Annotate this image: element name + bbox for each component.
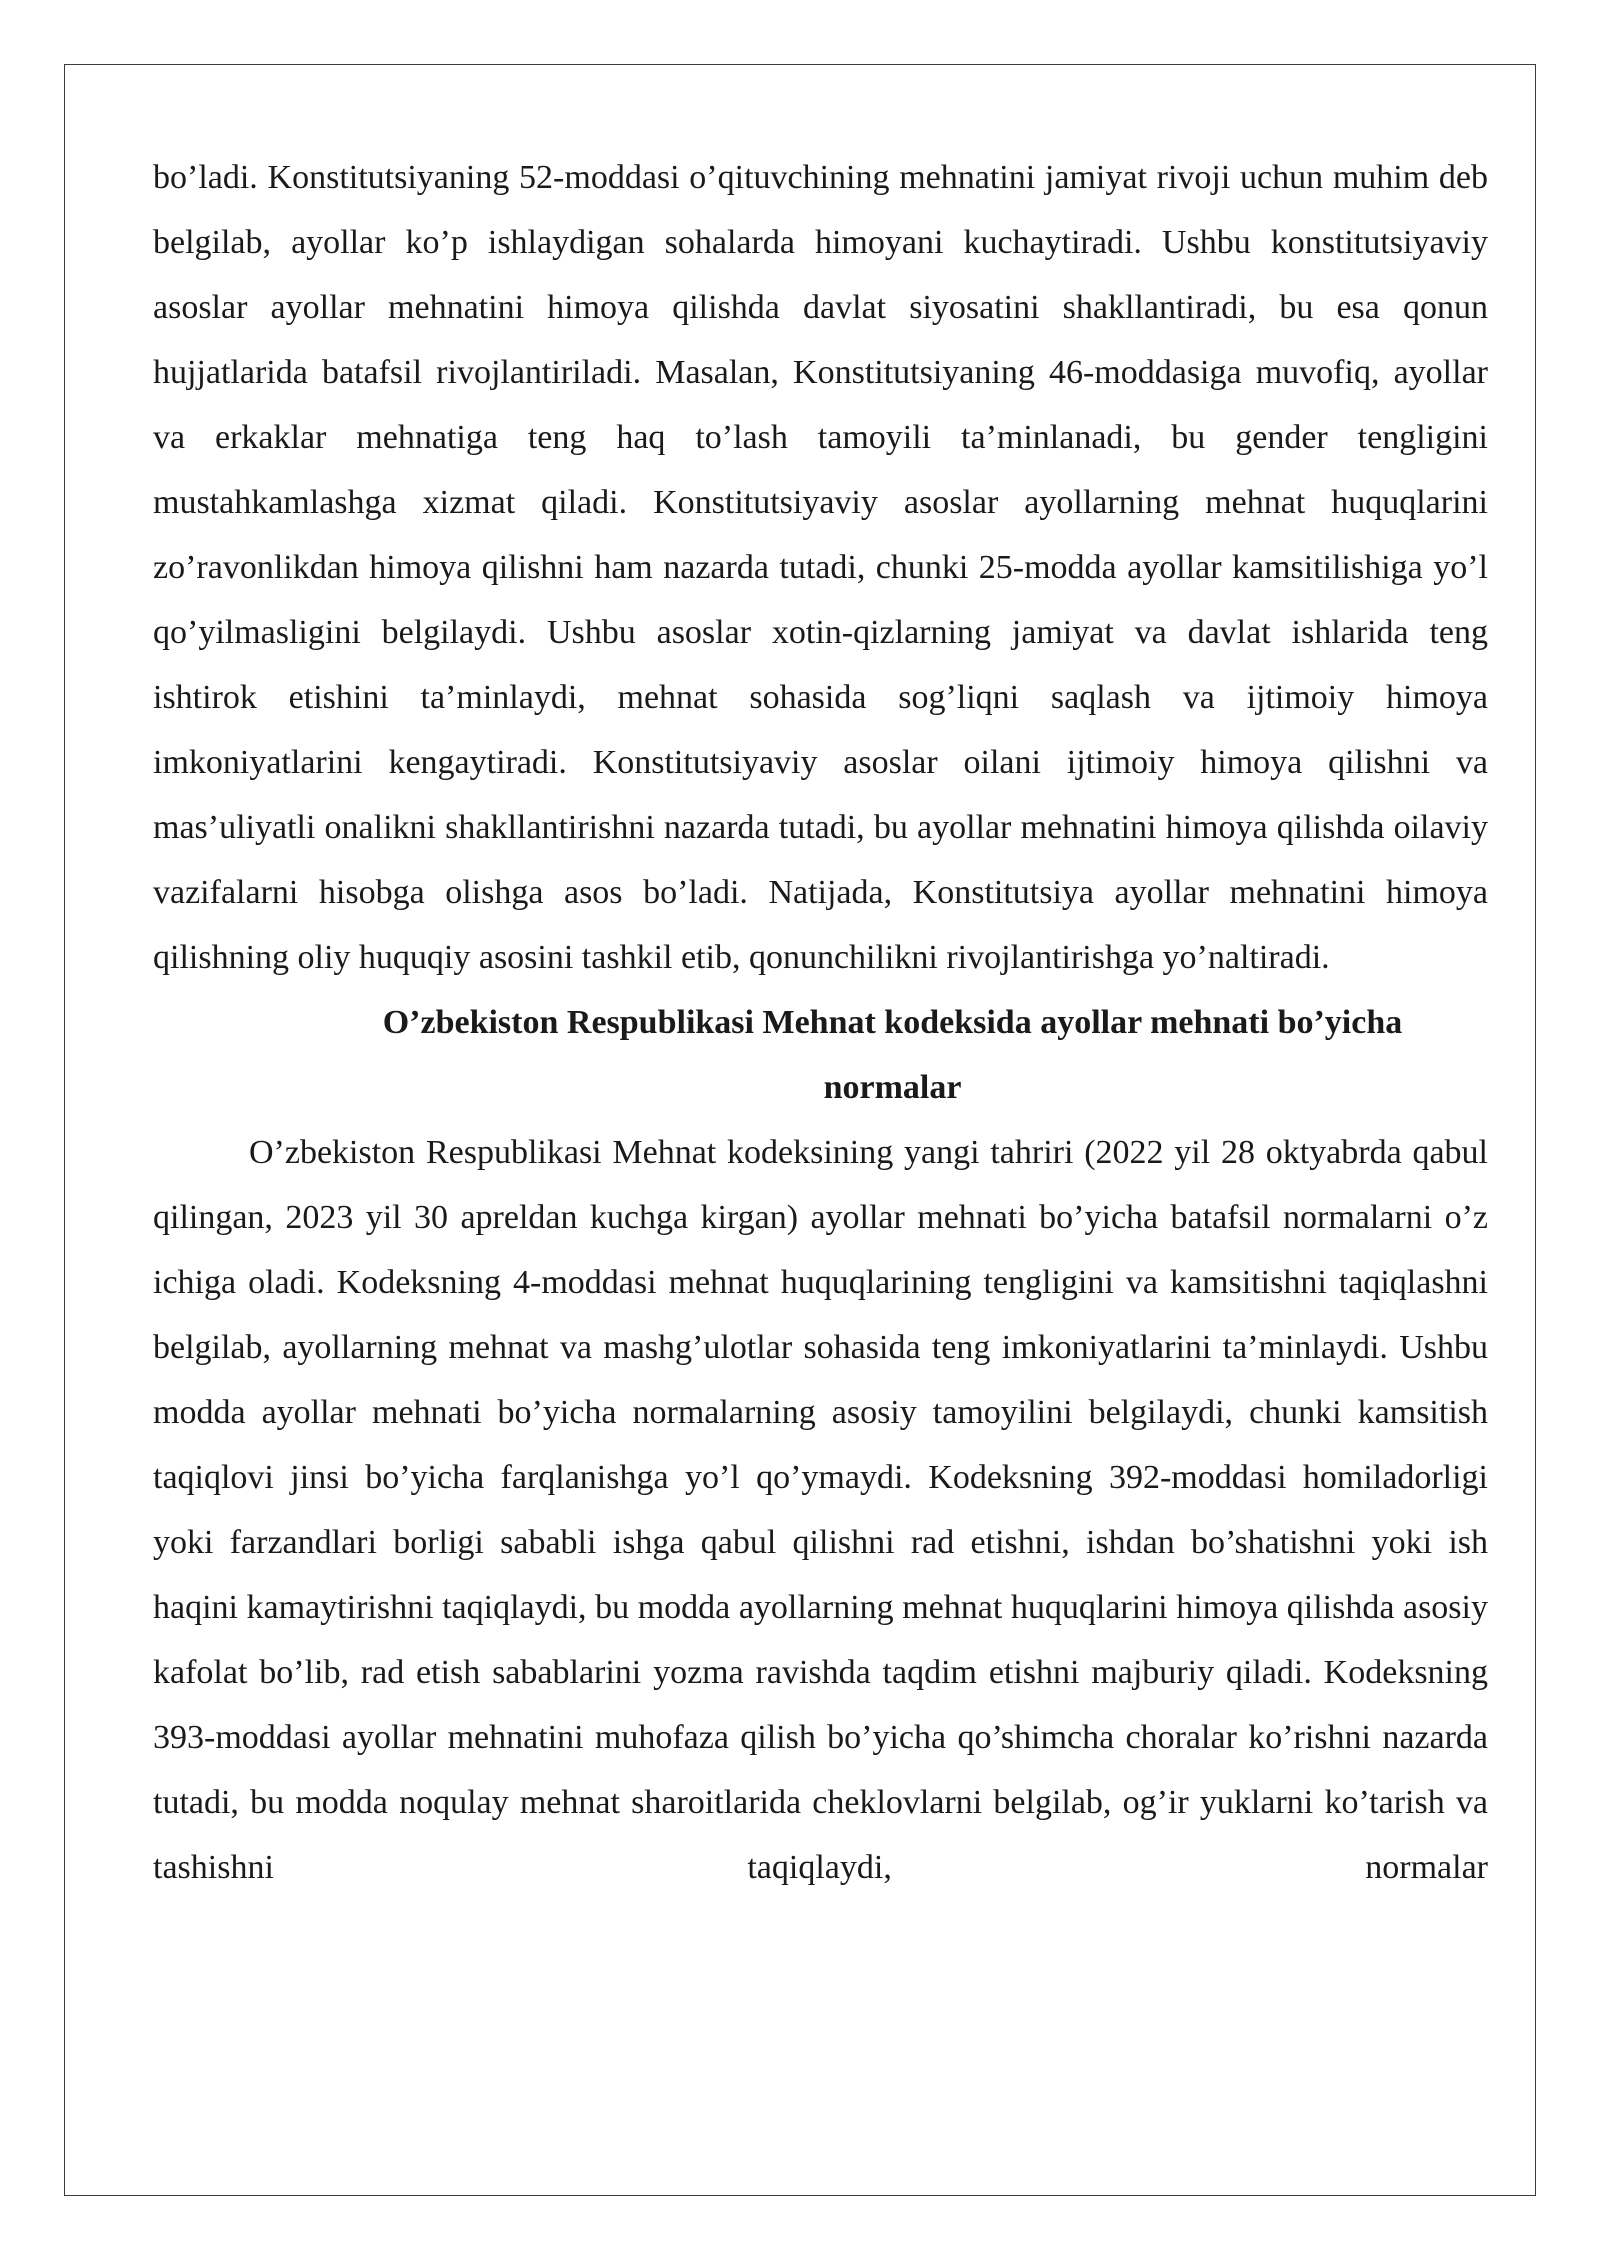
body-paragraph: O’zbekiston Respublikasi Mehnat kodeksining yangi tahriri (2022 yil 28 oktyabrda qabul qilingan, 2023 yil 30 apreldan kuchga kirgan) ayollar mehnati bo’yicha batafsil normalarni o’z ichiga oladi. Kodeksning 4-moddasi mehnat huquqlarining tengligini va kamsitishni taqiqlashni belgilab, ayollarning mehnat va mashg’ulotlar sohasida teng imkoniyatlarini ta’minlaydi. Ushbu modda ayollar mehnati bo’yicha normalarning asosiy tamoyilini belgilaydi, chunki kamsitish taqiqlovi jinsi bo’yicha farqlanishga yo’l qo’ymaydi. Kodeksning 392-moddasi homiladorligi yoki farzandlari borligi sababli ishga qabul qilishni rad etishni, ishdan bo’shatishni yoki ish haqini kamaytirishni taqiqlaydi, bu modda ayollarning mehnat huquqlarini himoya qilishda asosiy kafolat bo’lib, rad etish sabablarini yozma ravishda taqdim etishni majburiy qiladi. Kodeksning 393-moddasi ayollar mehnatini muhofaza qilish bo’yicha qo’shimcha choralar ko’rishni nazarda tutadi, bu modda noqulay mehnat sharoitlarida cheklovlarni belgilab, og’ir yuklarni ko’tarish va tashishni taqiqlaydi, normalar (153, 1134, 1488, 1886)
page-content (153, 145, 1488, 1900)
section-heading (153, 990, 1488, 1120)
section-heading-line-1: O’zbekiston Respublikasi Mehnat kodeksida ayollar mehnati bo’yicha (382, 1004, 1403, 1041)
body-paragraph: bo’ladi. Konstitutsiyaning 52-moddasi o’qituvchining mehnatini jamiyat rivoji uchun muhim deb belgilab, ayollar ko’p ishlaydigan sohalarda himoyani kuchaytiradi. Ushbu konstitutsiyaviy asoslar ayollar mehnatini himoya qilishda davlat siyosatini shakllantiradi, bu esa qonun hujjatlarida batafsil rivojlantiriladi. Masalan, Konstitutsiyaning 46-moddasiga muvofiq, ayollar va erkaklar mehnatiga teng haq to’lash tamoyili ta’minlanadi, bu gender tengligini mustahkamlashga xizmat qiladi. Konstitutsiyaviy asoslar ayollarning mehnat huquqlarini zo’ravonlikdan himoya qilishni ham nazarda tutadi, chunki 25-modda ayollar kamsitilishiga yo’l qo’yilmasligini belgilaydi. Ushbu asoslar xotin-qizlarning jamiyat va davlat ishlarida teng ishtirok etishini ta’minlaydi, mehnat sohasida sog’liqni saqlash va ijtimoiy himoya imkoniyatlarini kengaytiradi. Konstitutsiyaviy asoslar oilani ijtimoiy himoya qilishni va mas’uliyatli onalikni shakllantirishni nazarda tutadi, bu ayollar mehnatini himoya qilishda oilaviy vazifalarni hisobga olishga asos bo’ladi. Natijada, Konstitutsiya ayollar mehnatini himoya qilishning oliy huquqiy asosini tashkil etib, qonunchilikni rivojlantirishga yo’naltiradi. (153, 159, 1488, 976)
section-heading-line-2: normalar (823, 1069, 962, 1106)
